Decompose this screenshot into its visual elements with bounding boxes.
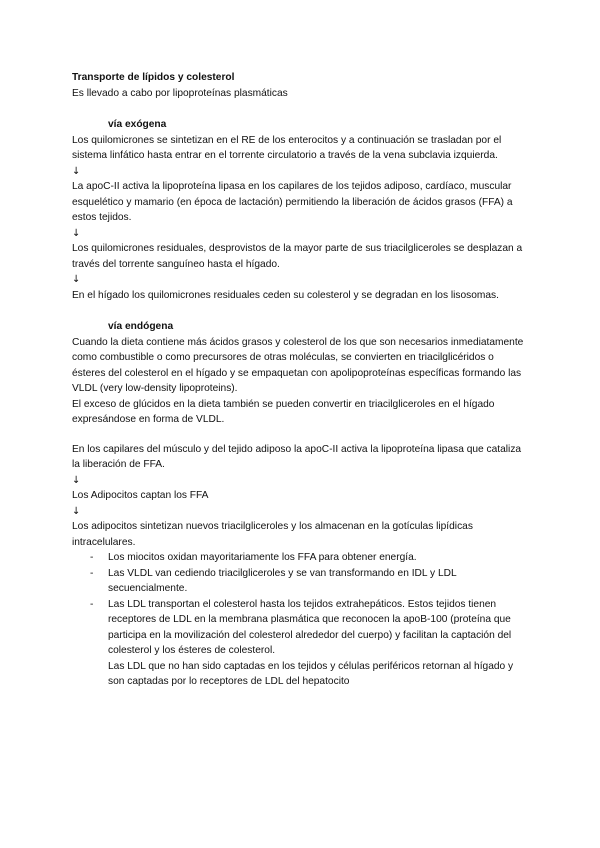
list-item-continuation: Las LDL que no han sido captadas en los tejidos y células periféricos retornan al hígado y son captadas por lo receptores de LDL del hepatocito [108,660,514,687]
list-item-text: Las LDL transportan el colesterol hasta los tejidos extrahepáticos. Estos tejidos tienen receptores de LDL en la membrana plasmática que reconocen la apoB-100 (proteína que participa en la movilización del colesterol alrededor del cuerpo) y facilitan la captación del colesterol y los ésteres de colesterol. [108,598,512,656]
document-body [72,70,528,690]
down-arrow-icon: ↓ [72,274,81,285]
document-title: Transporte de lípidos y colesterol [72,72,235,83]
list-item-text: Los miocitos oxidan mayoritariamente los FFA para obtener energía. [108,552,417,563]
list-item-text: Las VLDL van cediendo triacilgliceroles y se van transformando en IDL y LDL secuencialmente. [108,567,457,594]
endogenous-paragraph-5: Los adipocitos sintetizan nuevos triacilgliceroles y los almacenan en la gotículas lipídicas intracelulares. [72,521,473,548]
list-item [72,566,528,597]
intro-text: Es llevado a cabo por lipoproteínas plasmáticas [72,87,288,99]
exogenous-paragraph-1: Los quilomicrones se sintetizan en el RE de los enterocitos y a continuación se trasladan por el sistema linfático hasta entrar en el torrente circulatorio a través de la vena subclavia izquierda. [72,134,502,161]
endogenous-paragraph-1: Cuando la dieta contiene más ácidos grasos y colesterol de los que son necesarios inmediatamente como combustible o como precursores de otras moléculas, se convierten en triacilglicéridos o ésteres del colesterol en el hígado y se empaquetan con apolipoproteínas específicas formando las VLDL (very low-density lipoproteins). [72,336,524,394]
bullet-dash: - [90,567,94,579]
down-arrow-icon: ↓ [72,227,81,239]
bullet-list [72,550,528,690]
paragraph-gap [72,428,528,442]
down-arrow-icon: ↓ [72,474,81,486]
down-arrow-icon: ↓ [72,165,81,177]
endogenous-paragraph-4: Los Adipocitos captan los FFA [72,490,209,501]
endogenous-paragraph-3: En los capilares del músculo y del tejido adiposo la apoC-II activa la lipoproteína lipasa que cataliza la liberación de FFA. [72,443,522,470]
bullet-dash: - [90,552,94,563]
exogenous-paragraph-3: Los quilomicrones residuales, desprovistos de la mayor parte de sus triacilgliceroles se desplazan a través del torrente sanguíneo hasta el hígado. [72,243,523,270]
list-item [72,597,528,690]
bullet-dash: - [90,598,94,610]
endogenous-paragraph-2: El exceso de glúcidos en la dieta también se pueden convertir en triacilgliceroles en el hígado expresándose en forma de VLDL. [72,398,495,425]
exogenous-paragraph-4: En el hígado los quilomicrones residuales ceden su colesterol y se degradan en los lisosomas. [72,289,499,301]
exogenous-paragraph-2: La apoC-II activa la lipoproteína lipasa en los capilares de los tejidos adiposo, cardíaco, muscular esquelético y mamario (en época de lactación) permitiendo la liberación de ácidos grasos (FFA) a estos tejidos. [72,181,513,223]
section-heading-endogenous: vía endógena [108,321,174,332]
down-arrow-icon: ↓ [72,505,81,517]
list-item [72,550,528,566]
section-heading-exogenous: vía exógena [108,119,167,130]
